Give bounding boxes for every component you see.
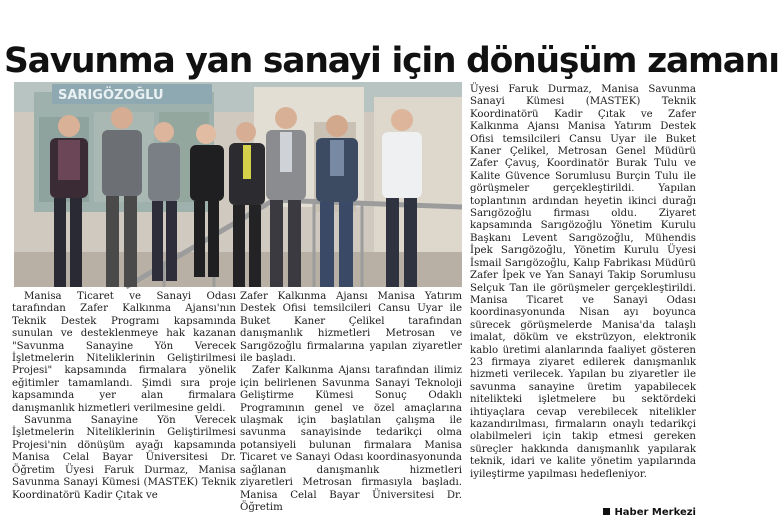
body-paragraph: Zafer Kalkınma Ajansı Manisa Yatırım Destek Ofisi temsilcileri Cansu Uyar ile Buket Kaner Çelikel tarafından danışmanlık hizmetleri Metrosan ve Sarıgözoğlu firmalarına yapılan ziyaretler ile başladı. [240, 291, 462, 365]
body-paragraph: Üyesi Faruk Durmaz, Manisa Savunma Sanayi Kümesi (MASTEK) Teknik Koordinatörü Kadir Çıtak ve Zafer Kalkınma Ajansı Manisa Yatırım Destek Ofisi temsilcileri Cansu Uyar ile Buket Kaner Çelikel, Metrosan Genel Müdürü Zafer Çavuş, Koordinatör Burak Tulu ve Kalite Güvence Sorumlusu Burçin Tulu ile görüşmeler gerçekleştirildi. Yapılan toplantının ardından heyetin ikinci durağı Sarıgözoğlu firması oldu. Ziyaret kapsamında Sarıgözoğlu Yönetim Kurulu Başkanı Levent Sarıgözoğlu, Mühendis İpek Sarıgözoğlu, Yönetim Kurulu Üyesi İsmail Sarıgözoğlu, Kalıp Fabrikası Müdürü Zafer İpek ve Yan Sanayi Takip Sorumlusu Selçuk Tan ile görüşmeler gerçekleştirildi. Manisa Ticaret ve Sanayi Odası koordinasyonunda Nisan ayı boyunca sürecek görüşmelerde Manisa'da talaşlı imalat, döküm ve ekstrüzyon, elektronik kablo üretimi alanlarında faaliyet gösteren 23 firmaya ziyaret edilerek danışmanlık hizmeti verilecek. Yapılan bu ziyaretler ile savunma sanayine üretim yapabilecek nitelikteki işletmelere bu sektördeki ihtiyaçlara cevap verebilecek nitelikler kazandırılması, firmaların onaylı tedarikçi olabilmeleri için takip etmesi gereken süreçler hakkında danışmanlık yapılarak teknik, idari ve kalite yönetim yapılarında iyileştirme yapılması hedefleniyor. [470, 84, 696, 480]
body-paragraph: Savunma Sanayine Yön Verecek İşletmelerin Niteliklerinin Geliştirilmesi Projesi'nin dönüşüm ayağı kapsamında Manisa Celal Bayar Üniversitesi Dr. Öğretim Üyesi Faruk Durmaz, Manisa Savunma Sanayi Kümesi (MASTEK) Teknik Koordinatörü Kadir Çıtak ve [12, 415, 236, 501]
body-paragraph: Zafer Kalkınma Ajansı tarafından ilimiz için belirlenen Savunma Sanayi Teknoloji Geliştirme Kümesi Sonuç Odaklı Programının genel ve özel amaçlarına ulaşmak için başlatılan çalışma ile savunma sanayisinde tedarikçi olma potansiyeli bulunan firmalara Manisa Ticaret ve Sanayi Odası koordinasyonunda sağlanan danışmanlık hizmetleri ziyaretleri Metrosan firmasıyla başladı. Manisa Celal Bayar Üniversitesi Dr. Öğretim [240, 365, 462, 513]
article-column-right [470, 84, 696, 504]
storefront-sign: SARIGÖZOĞLU [58, 88, 164, 103]
byline-text: Haber Merkezi [614, 507, 696, 518]
article-photo [14, 82, 462, 287]
article-column-left [12, 291, 236, 519]
byline [603, 506, 696, 519]
square-bullet-icon [603, 508, 610, 515]
article-column-middle [240, 291, 462, 519]
body-paragraph: Manisa Ticaret ve Sanayi Odası tarafından Zafer Kalkınma Ajansı'nın Teknik Destek Programı kapsamında sunulan ve desteklenmeye hak kazanan "Savunma Sanayine Yön Verecek İşletmelerin Niteliklerinin Geliştirilmesi Projesi" kapsamında firmalara yönelik eğitimler tamamlandı. Şimdi sıra proje kapsamında yer alan firmalara danışmanlık hizmetleri verilmesine geldi. [12, 291, 236, 414]
article-headline: Savunma yan sanayi için dönüşüm zamanı [4, 41, 779, 81]
